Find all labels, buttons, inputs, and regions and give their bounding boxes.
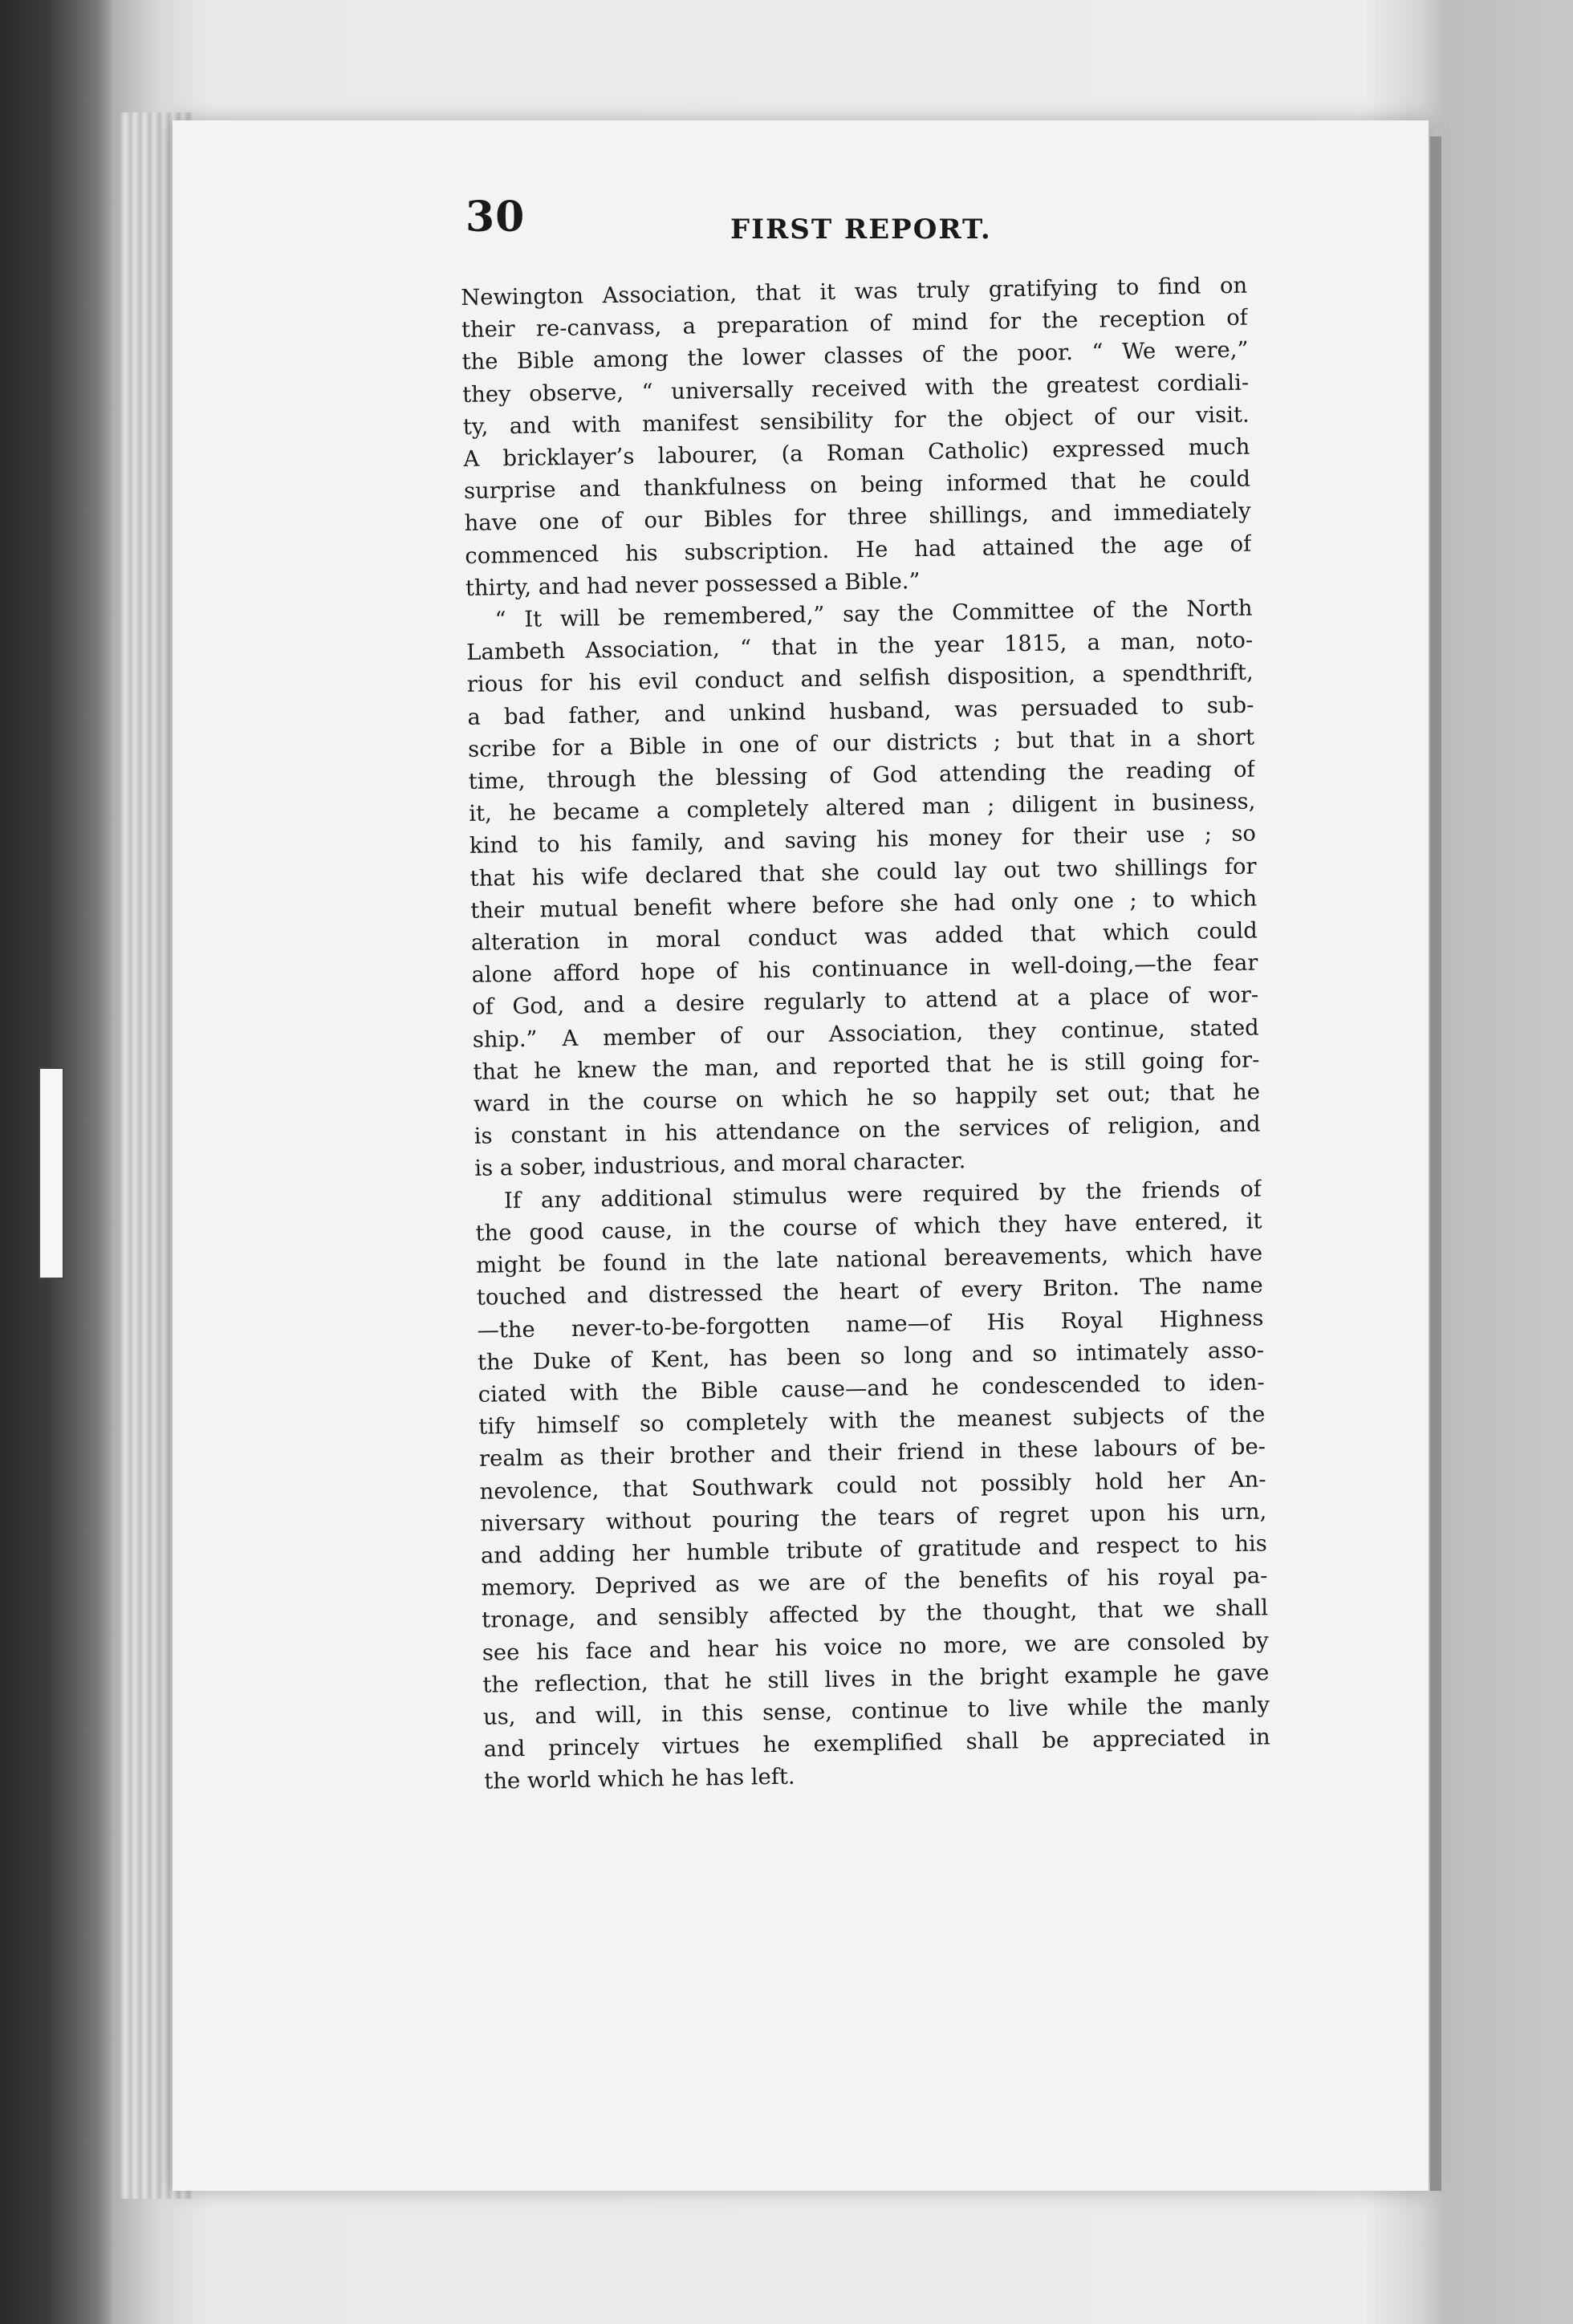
bookmark-tab xyxy=(39,1067,64,1279)
page-number: 30 xyxy=(465,193,526,242)
text-line: us, and will, in this sense, continue to live while the manly xyxy=(482,1692,1270,1730)
text-line: it, he became a completely altered man ; diligent in business, xyxy=(469,789,1256,827)
text-line: commenced his subscription. He had attained the age of xyxy=(465,531,1252,569)
paragraph-3 xyxy=(475,1173,1271,1798)
text-line: is a sober, industrious, and moral character. xyxy=(474,1148,966,1182)
body-text xyxy=(461,270,1271,1799)
text-line: might be found in the late national bereavements, which have xyxy=(476,1241,1263,1278)
text-line: ty, and with manifest sensibility for the object of our visit. xyxy=(462,402,1250,440)
text-line: their re-canvass, a preparation of mind for the reception of xyxy=(461,305,1249,343)
text-line: kind to his family, and saving his money for their use ; so xyxy=(469,821,1257,859)
page-header xyxy=(465,193,1276,257)
text-line: realm as their brother and their friend in these labours of be- xyxy=(478,1434,1266,1473)
text-line: ward in the course on which he so happily set out; that he xyxy=(473,1079,1261,1117)
text-line: If any additional stimulus were required by the friends of xyxy=(503,1176,1262,1213)
text-line: their mutual benefit where before she had only one ; to which xyxy=(470,886,1258,924)
text-line: tify himself so completely with the meanest subjects of the xyxy=(478,1402,1266,1440)
text-line: touched and distressed the heart of every Briton. The name xyxy=(476,1273,1264,1311)
text-line: the good cause, in the course of which they have entered, it xyxy=(475,1209,1262,1246)
text-line: scribe for a Bible in one of our districts ; but that in a short xyxy=(467,725,1255,762)
text-line: thirty, and had never possessed a Bible.” xyxy=(465,568,921,601)
text-line: rious for his evil conduct and selfish disposition, a spendthrift, xyxy=(466,660,1254,698)
text-line: have one of our Bibles for three shillings, and immediately xyxy=(464,498,1251,537)
text-line: that his wife declared that she could lay out two shillings for xyxy=(469,854,1257,892)
text-line: the Duke of Kent, has been so long and so intimately asso- xyxy=(477,1338,1265,1375)
text-line: is constant in his attendance on the services of religion, and xyxy=(474,1111,1261,1150)
text-line: tronage, and sensibly affected by the thought, that we shall xyxy=(481,1595,1269,1634)
text-line: Lambeth Association, “ that in the year 1815, a man, noto- xyxy=(466,628,1254,666)
text-line: time, through the blessing of God attending the reading of xyxy=(468,757,1255,794)
text-line: surprise and thankfulness on being informed that he could xyxy=(463,466,1251,505)
text-line: they observe, “ universally received with the greatest cordiali- xyxy=(461,370,1250,408)
text-line: nevolence, that Southwark could not possibly hold her An- xyxy=(479,1466,1266,1505)
text-line: that he knew the man, and reported that he is still going for- xyxy=(473,1047,1260,1085)
text-line: the Bible among the lower classes of the poor. “ We were,” xyxy=(461,338,1249,376)
text-line: ship.” A member of our Association, they continue, stated xyxy=(472,1015,1259,1053)
text-line: ciated with the Bible cause—and he condescended to iden- xyxy=(478,1370,1265,1408)
running-title: FIRST REPORT. xyxy=(730,213,992,246)
text-line: memory. Deprived as we are of the benefits of his royal pa- xyxy=(481,1563,1268,1601)
text-line: and adding her humble tribute of gratitude and respect to his xyxy=(480,1531,1268,1569)
text-line: niversary without pouring the tears of regret upon his urn, xyxy=(480,1499,1267,1537)
paragraph-1 xyxy=(461,270,1252,605)
text-line: alteration in moral conduct was added that which could xyxy=(470,918,1258,956)
text-line: alone afford hope of his continuance in well-doing,—the fear xyxy=(471,950,1258,989)
text-line: of God, and a desire regularly to attend at a place of wor- xyxy=(471,982,1259,1021)
page-gutter-edge xyxy=(1430,136,1441,2191)
text-line: the reflection, that he still lives in the bright example he gave xyxy=(482,1660,1270,1698)
text-line: and princely virtues he exemplified shall be appreciated in xyxy=(483,1725,1270,1762)
text-line: the world which he has left. xyxy=(484,1765,795,1795)
text-line: —the never-to-be-forgotten name—of His Royal Highness xyxy=(477,1305,1264,1343)
text-line: see his face and hear his voice no more, we are consoled by xyxy=(482,1627,1269,1666)
paragraph-2 xyxy=(465,593,1261,1186)
text-line: “ It will be remembered,” say the Committee of the North xyxy=(494,595,1253,633)
text-line: A bricklayer’s labourer, (a Roman Catholic) expressed much xyxy=(463,434,1250,472)
text-line: Newington Association, that it was truly gratifying to find on xyxy=(461,273,1248,311)
text-line: a bad father, and unkind husband, was persuaded to sub- xyxy=(467,693,1254,730)
